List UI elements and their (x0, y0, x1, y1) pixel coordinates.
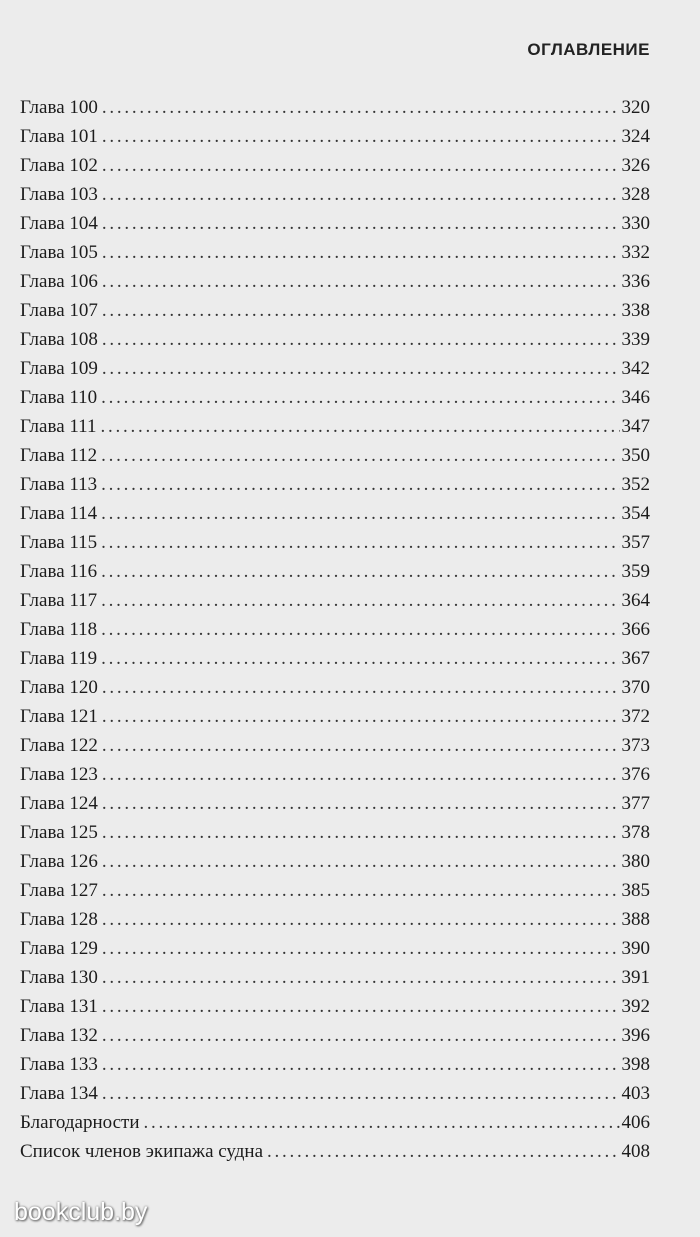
toc-entry (20, 383, 650, 412)
toc-entry-page-number: 342 (621, 358, 650, 379)
toc-entry (20, 1108, 650, 1137)
toc-entry-label: Глава 109 (20, 358, 98, 379)
toc-entry-label: Глава 125 (20, 822, 98, 843)
toc-entry-label: Глава 117 (20, 590, 98, 611)
dot-leader (102, 963, 620, 992)
toc-entry (20, 151, 650, 180)
toc-entry (20, 180, 650, 209)
toc-entry-page-number: 388 (621, 909, 650, 930)
toc-entry (20, 122, 650, 151)
toc-entry (20, 412, 650, 441)
toc-entry (20, 905, 650, 934)
toc-entry (20, 325, 650, 354)
dot-leader (102, 151, 620, 180)
toc-entry-page-number: 336 (621, 271, 650, 292)
toc-entry-label: Глава 128 (20, 909, 98, 930)
toc-entry-page-number: 320 (621, 97, 650, 118)
toc-entry-label: Глава 113 (20, 474, 98, 495)
dot-leader (102, 818, 620, 847)
dot-leader (267, 1137, 619, 1166)
dot-leader (101, 528, 619, 557)
toc-entry-page-number: 373 (621, 735, 650, 756)
toc-entry-label: Глава 104 (20, 213, 98, 234)
toc-entry-label: Глава 119 (20, 648, 98, 669)
toc-entry-page-number: 406 (621, 1112, 650, 1133)
toc-entry-page-number: 385 (621, 880, 650, 901)
dot-leader (102, 209, 620, 238)
toc-entry-page-number: 326 (621, 155, 650, 176)
dot-leader (102, 702, 620, 731)
toc-entry-label: Глава 115 (20, 532, 98, 553)
toc-entry (20, 238, 650, 267)
toc-entry (20, 760, 650, 789)
toc-entry-page-number: 346 (621, 387, 650, 408)
toc-entry (20, 296, 650, 325)
toc-entry-page-number: 391 (621, 967, 650, 988)
toc-entry (20, 499, 650, 528)
table-of-contents (20, 93, 650, 1166)
toc-entry (20, 963, 650, 992)
toc-entry-page-number: 392 (621, 996, 650, 1017)
dot-leader (100, 412, 619, 441)
toc-entry (20, 818, 650, 847)
toc-entry-label: Глава 111 (20, 416, 97, 437)
dot-leader (101, 557, 619, 586)
watermark: bookclub.by (14, 1198, 148, 1226)
toc-entry (20, 441, 650, 470)
dot-leader (102, 1050, 620, 1079)
toc-entry (20, 209, 650, 238)
dot-leader (101, 441, 619, 470)
dot-leader (102, 905, 620, 934)
dot-leader (102, 876, 620, 905)
toc-entry-label: Глава 106 (20, 271, 98, 292)
dot-leader (102, 1021, 620, 1050)
toc-entry-label: Глава 126 (20, 851, 98, 872)
toc-entry (20, 586, 650, 615)
dot-leader (102, 934, 620, 963)
dot-leader (102, 122, 620, 151)
toc-entry (20, 470, 650, 499)
toc-entry-page-number: 376 (621, 764, 650, 785)
toc-entry-page-number: 367 (621, 648, 650, 669)
toc-entry (20, 1050, 650, 1079)
toc-entry-label: Глава 123 (20, 764, 98, 785)
toc-entry-page-number: 347 (621, 416, 650, 437)
toc-entry-label: Глава 124 (20, 793, 98, 814)
toc-entry-page-number: 357 (621, 532, 650, 553)
toc-entry-page-number: 339 (621, 329, 650, 350)
toc-entry-page-number: 398 (621, 1054, 650, 1075)
toc-entry-label: Глава 133 (20, 1054, 98, 1075)
toc-entry (20, 1137, 650, 1166)
toc-entry-label: Глава 105 (20, 242, 98, 263)
toc-entry-label: Глава 132 (20, 1025, 98, 1046)
toc-entry-page-number: 390 (621, 938, 650, 959)
toc-entry (20, 876, 650, 905)
toc-entry (20, 847, 650, 876)
dot-leader (102, 1079, 620, 1108)
toc-entry (20, 1079, 650, 1108)
dot-leader (101, 615, 619, 644)
toc-entry-label: Глава 122 (20, 735, 98, 756)
dot-leader (101, 470, 619, 499)
toc-entry-page-number: 366 (621, 619, 650, 640)
dot-leader (102, 296, 620, 325)
dot-leader (101, 644, 619, 673)
toc-entry-label: Глава 100 (20, 97, 98, 118)
toc-entry (20, 93, 650, 122)
toc-entry-page-number: 364 (621, 590, 650, 611)
toc-entry-label: Благодарности (20, 1112, 140, 1133)
toc-entry-label: Глава 114 (20, 503, 98, 524)
toc-entry-label: Глава 108 (20, 329, 98, 350)
toc-entry-label: Глава 110 (20, 387, 98, 408)
dot-leader (102, 238, 620, 267)
toc-entry (20, 528, 650, 557)
toc-entry-page-number: 408 (621, 1141, 650, 1162)
dot-leader (102, 673, 620, 702)
dot-leader (102, 325, 620, 354)
dot-leader (102, 354, 620, 383)
dot-leader (102, 789, 620, 818)
toc-entry (20, 644, 650, 673)
toc-entry-page-number: 380 (621, 851, 650, 872)
toc-entry-label: Глава 127 (20, 880, 98, 901)
toc-entry-label: Список членов экипажа судна (20, 1141, 264, 1162)
toc-entry-label: Глава 120 (20, 677, 98, 698)
dot-leader (102, 267, 620, 296)
dot-leader (102, 992, 620, 1021)
dot-leader (102, 93, 620, 122)
toc-entry (20, 789, 650, 818)
toc-entry (20, 731, 650, 760)
toc-entry-label: Глава 134 (20, 1083, 98, 1104)
toc-entry-label: Глава 118 (20, 619, 98, 640)
toc-entry (20, 934, 650, 963)
toc-entry-page-number: 370 (621, 677, 650, 698)
toc-entry-page-number: 403 (621, 1083, 650, 1104)
toc-entry-label: Глава 129 (20, 938, 98, 959)
toc-entry-page-number: 359 (621, 561, 650, 582)
toc-entry-page-number: 352 (621, 474, 650, 495)
toc-entry (20, 354, 650, 383)
toc-entry (20, 557, 650, 586)
dot-leader (102, 847, 620, 876)
toc-entry-label: Глава 116 (20, 561, 98, 582)
toc-entry-page-number: 372 (621, 706, 650, 727)
dot-leader (102, 760, 620, 789)
toc-entry (20, 615, 650, 644)
toc-entry-page-number: 377 (621, 793, 650, 814)
toc-entry-label: Глава 112 (20, 445, 98, 466)
toc-entry (20, 992, 650, 1021)
toc-entry-page-number: 330 (621, 213, 650, 234)
toc-entry-label: Глава 131 (20, 996, 98, 1017)
toc-entry (20, 267, 650, 296)
toc-entry-label: Глава 130 (20, 967, 98, 988)
dot-leader (102, 731, 620, 760)
dot-leader (101, 586, 619, 615)
toc-entry-page-number: 378 (621, 822, 650, 843)
toc-entry-page-number: 324 (621, 126, 650, 147)
toc-entry-page-number: 350 (621, 445, 650, 466)
toc-entry-page-number: 328 (621, 184, 650, 205)
toc-entry-page-number: 332 (621, 242, 650, 263)
page-title: ОГЛАВЛЕНИЕ (527, 40, 650, 59)
toc-entry-page-number: 396 (621, 1025, 650, 1046)
toc-entry-page-number: 354 (621, 503, 650, 524)
toc-entry (20, 673, 650, 702)
toc-entry (20, 1021, 650, 1050)
toc-entry-label: Глава 121 (20, 706, 98, 727)
toc-entry-page-number: 338 (621, 300, 650, 321)
toc-entry-label: Глава 103 (20, 184, 98, 205)
toc-entry (20, 702, 650, 731)
dot-leader (102, 180, 620, 209)
dot-leader (101, 499, 619, 528)
toc-entry-label: Глава 107 (20, 300, 98, 321)
toc-entry-label: Глава 102 (20, 155, 98, 176)
dot-leader (144, 1108, 620, 1137)
dot-leader (101, 383, 619, 412)
toc-entry-label: Глава 101 (20, 126, 98, 147)
